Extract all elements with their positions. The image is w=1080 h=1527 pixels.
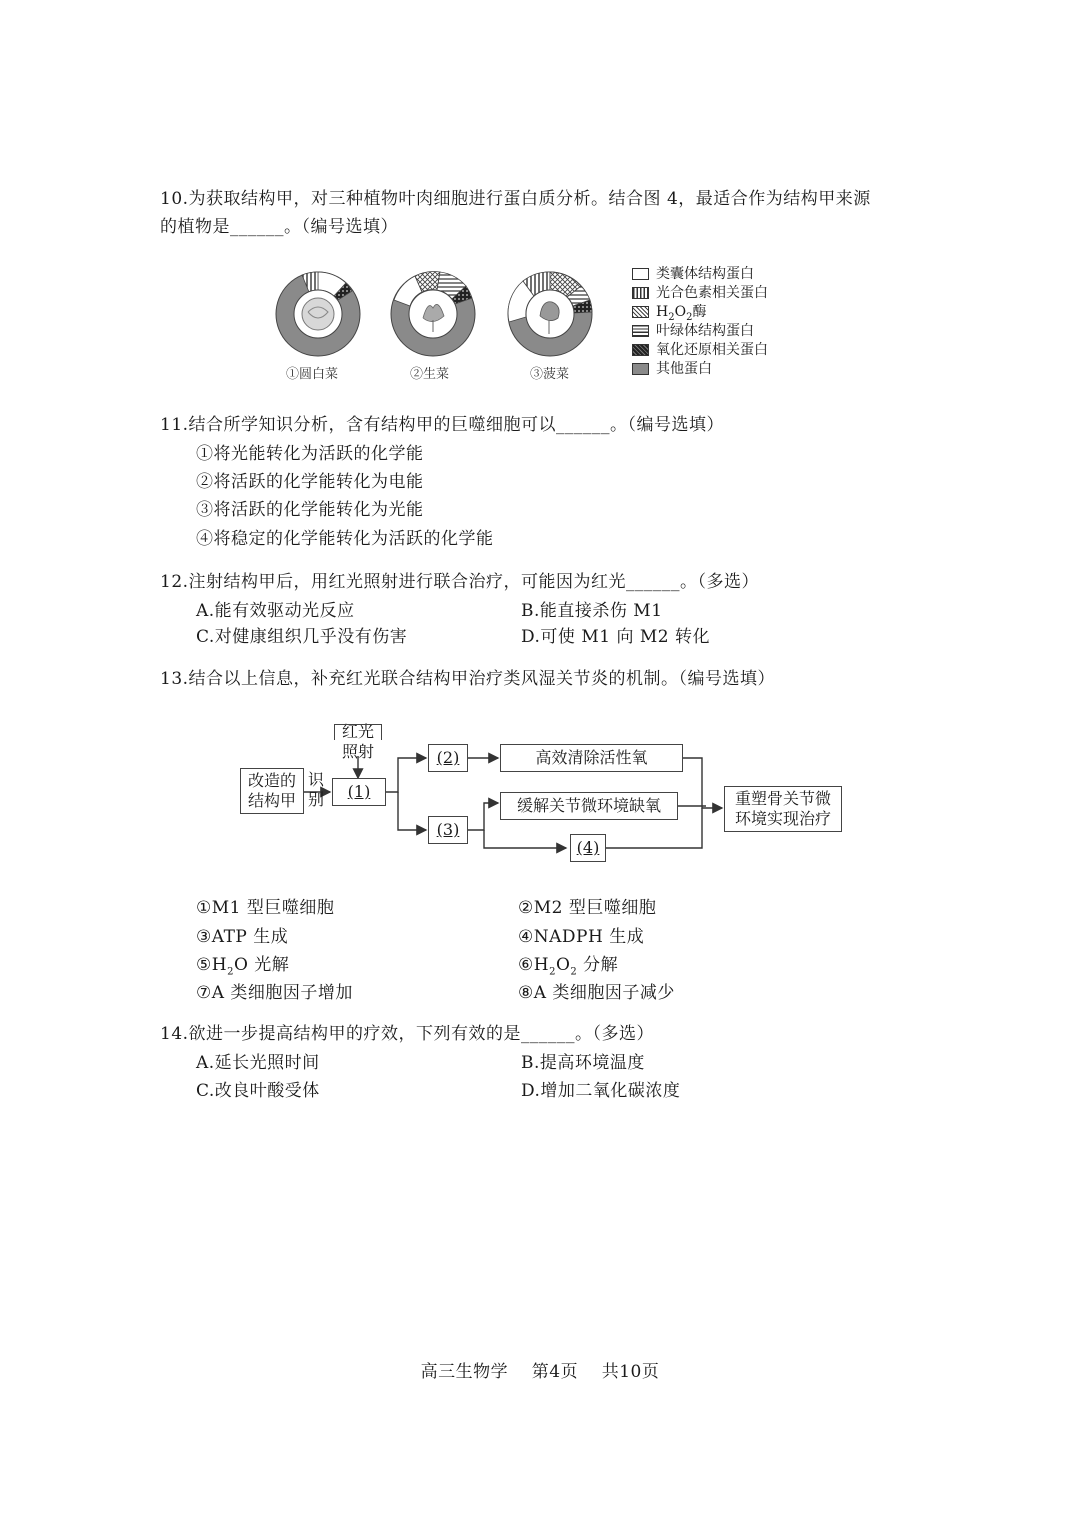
legend-swatch-crosshatch: [632, 306, 649, 318]
donut-spinach: [508, 272, 592, 356]
page-footer: 高三生物学 第4页 共10页: [420, 1362, 660, 1382]
q14-option-c: C.改良叶酸受体: [196, 1081, 320, 1101]
figure-4: [270, 262, 810, 387]
q12-option-c: C.对健康组织几乎没有伤害: [196, 627, 408, 647]
q12-option-a: A.能有效驱动光反应: [196, 601, 355, 621]
legend: [632, 266, 810, 384]
caption-lettuce: ②生菜: [410, 367, 450, 382]
blank-4-box: (4): [570, 834, 606, 862]
blank-2-box: (2): [428, 744, 468, 772]
caption-cabbage: ①圆白菜: [286, 367, 339, 382]
q12-stem: 12.注射结构甲后，用红光照射进行联合治疗，可能因为红光______。（多选）: [160, 572, 760, 592]
legend-item: 光合色素相关蛋白: [632, 285, 768, 301]
q13-option: $⑥H_2O_2$ 分解: [518, 955, 619, 978]
legend-swatch-dark: [632, 344, 649, 356]
q11-option: ①将光能转化为活跃的化学能: [196, 444, 424, 464]
treatment-result-box: 重塑骨关节微 环境实现治疗: [724, 786, 842, 832]
red-light-label: 红光 照射: [341, 722, 374, 761]
q14-option-d: D.增加二氧化碳浓度: [521, 1081, 681, 1101]
legend-item: 类囊体结构蛋白: [632, 266, 754, 282]
donut-cabbage: [276, 272, 360, 356]
q14-option-b: B.提高环境温度: [521, 1053, 645, 1073]
mechanism-diagram: [236, 718, 848, 868]
q14-option-a: A.延长光照时间: [196, 1053, 320, 1073]
hypoxia-relief-box: 缓解关节微环境缺氧: [500, 792, 678, 820]
q11-stem: 11.结合所学知识分析，含有结构甲的巨噬细胞可以______。（编号选填）: [160, 415, 725, 435]
caption-spinach: ③菠菜: [530, 367, 570, 382]
q11-option: ③将活跃的化学能转化为光能: [196, 500, 424, 520]
q13-option: ④NADPH 生成: [518, 927, 645, 947]
legend-item: 氧化还原相关蛋白: [632, 342, 768, 358]
legend-item: $H_2O_2$酶: [632, 304, 706, 320]
q10-stem-line2: 的植物是______。（编号选填）: [160, 217, 398, 237]
legend-swatch-blank: [632, 268, 649, 280]
q13-option: ⑧A 类细胞因子减少: [518, 983, 675, 1003]
blank-1-box: (1): [332, 778, 386, 806]
q11-option: ④将稳定的化学能转化为活跃的化学能: [196, 529, 494, 549]
recognition-label: 识 别: [308, 770, 325, 809]
q12-option-b: B.能直接杀伤 M1: [521, 601, 663, 621]
q12-option-d: D.可使 M1 向 M2 转化: [521, 627, 710, 647]
legend-item: 叶绿体结构蛋白: [632, 323, 754, 339]
red-light-frame: [334, 724, 382, 740]
modified-structure-box: 改造的 结构甲: [240, 768, 304, 814]
q13-option: $⑤H_2O$ 光解: [196, 955, 290, 978]
q14-stem: 14.欲进一步提高结构甲的疗效，下列有效的是______。（多选）: [160, 1024, 655, 1044]
legend-swatch-horizontal: [632, 325, 649, 337]
q13-option: ②M2 型巨噬细胞: [518, 898, 657, 918]
legend-item: 其他蛋白: [632, 361, 712, 377]
legend-swatch-gray: [632, 363, 649, 375]
legend-swatch-vertical: [632, 287, 649, 299]
ros-clearance-box: 高效清除活性氧: [500, 744, 683, 772]
q13-stem: 13.结合以上信息，补充红光联合结构甲治疗类风湿关节炎的机制。（编号选填）: [160, 669, 776, 689]
q13-option: ③ATP 生成: [196, 927, 289, 947]
q10-stem-line1: 10.为获取结构甲，对三种植物叶肉细胞进行蛋白质分析。结合图 4，最适合作为结构甲来源: [160, 189, 871, 209]
donut-lettuce: [391, 272, 475, 356]
q11-option: ②将活跃的化学能转化为电能: [196, 472, 424, 492]
q13-option: ①M1 型巨噬细胞: [196, 898, 335, 918]
blank-3-box: (3): [428, 816, 468, 844]
q13-option: ⑦A 类细胞因子增加: [196, 983, 353, 1003]
